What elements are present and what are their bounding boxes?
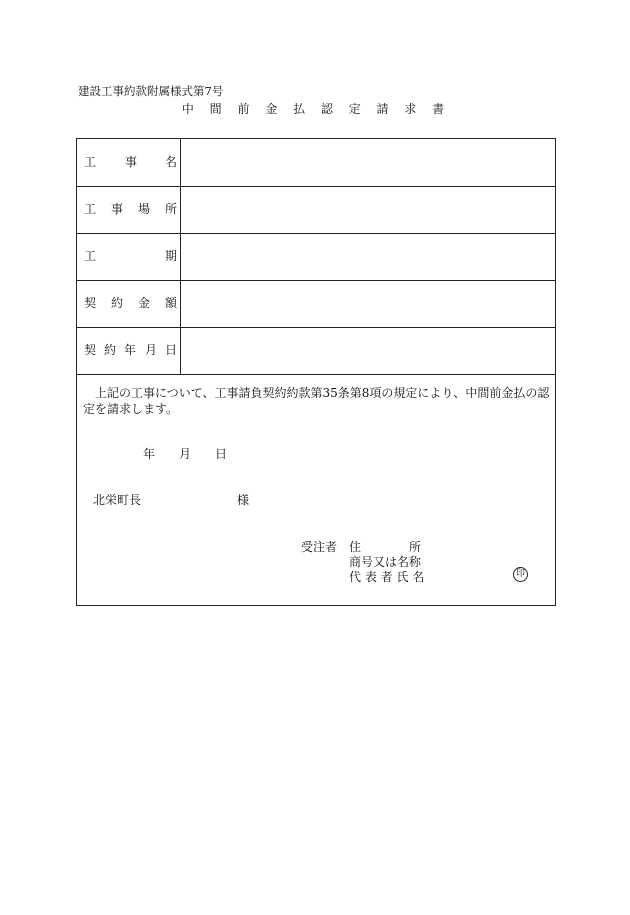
date-year-label: 年	[143, 447, 156, 461]
label-char: 事	[111, 202, 124, 216]
label-char: 事	[125, 155, 138, 169]
row-construction-name	[77, 139, 555, 187]
label-char: 日	[165, 343, 178, 357]
label-char: 約	[111, 296, 124, 310]
address-label-part-2: 所	[409, 540, 422, 554]
label-char: 工	[84, 202, 97, 216]
label-construction-period	[77, 233, 181, 280]
label-char: 年	[124, 343, 137, 357]
label-construction-name	[77, 139, 181, 186]
date-day-label: 日	[215, 447, 228, 461]
address-label-part-1: 住	[349, 540, 362, 554]
request-statement: 上記の工事について、工事請負契約約款第35条第8項の規定により、中間前金払の認定を請求します。	[83, 386, 550, 416]
representative-label: 代 表 者 氏 名	[349, 570, 425, 584]
label-char: 額	[165, 296, 178, 310]
label-char: 場	[138, 202, 151, 216]
seal-mark-icon: 印	[513, 567, 528, 582]
label-char: 契	[84, 296, 97, 310]
addressee: 北栄町長	[93, 493, 142, 507]
value-contract-date[interactable]	[181, 327, 555, 374]
honorific: 様	[237, 493, 250, 507]
contractor-label: 受注者	[301, 540, 338, 554]
value-construction-period[interactable]	[181, 233, 555, 280]
row-contract-amount	[77, 280, 555, 328]
label-contract-date	[77, 327, 181, 374]
label-char: 金	[138, 296, 151, 310]
company-name-label: 商号又は名称	[349, 555, 422, 569]
label-char: 工	[84, 155, 97, 169]
value-contract-amount[interactable]	[181, 280, 555, 327]
date-month-label: 月	[179, 447, 192, 461]
label-char: 月	[145, 343, 158, 357]
label-char: 期	[165, 249, 178, 263]
label-char: 約	[104, 343, 117, 357]
value-construction-name[interactable]	[181, 139, 555, 186]
row-construction-period	[77, 233, 555, 281]
row-contract-date	[77, 327, 555, 375]
row-construction-site	[77, 186, 555, 234]
value-construction-site[interactable]	[181, 186, 555, 233]
label-char: 契	[84, 343, 97, 357]
label-contract-amount	[77, 280, 181, 327]
label-construction-site	[77, 186, 181, 233]
form-number: 建設工事約款附属様式第7号	[78, 84, 224, 98]
request-form-table	[76, 138, 556, 606]
label-char: 工	[84, 249, 97, 263]
label-char: 所	[165, 202, 178, 216]
label-char: 名	[165, 155, 178, 169]
form-title: 中 間 前 金 払 認 定 請 求 書	[181, 102, 451, 116]
